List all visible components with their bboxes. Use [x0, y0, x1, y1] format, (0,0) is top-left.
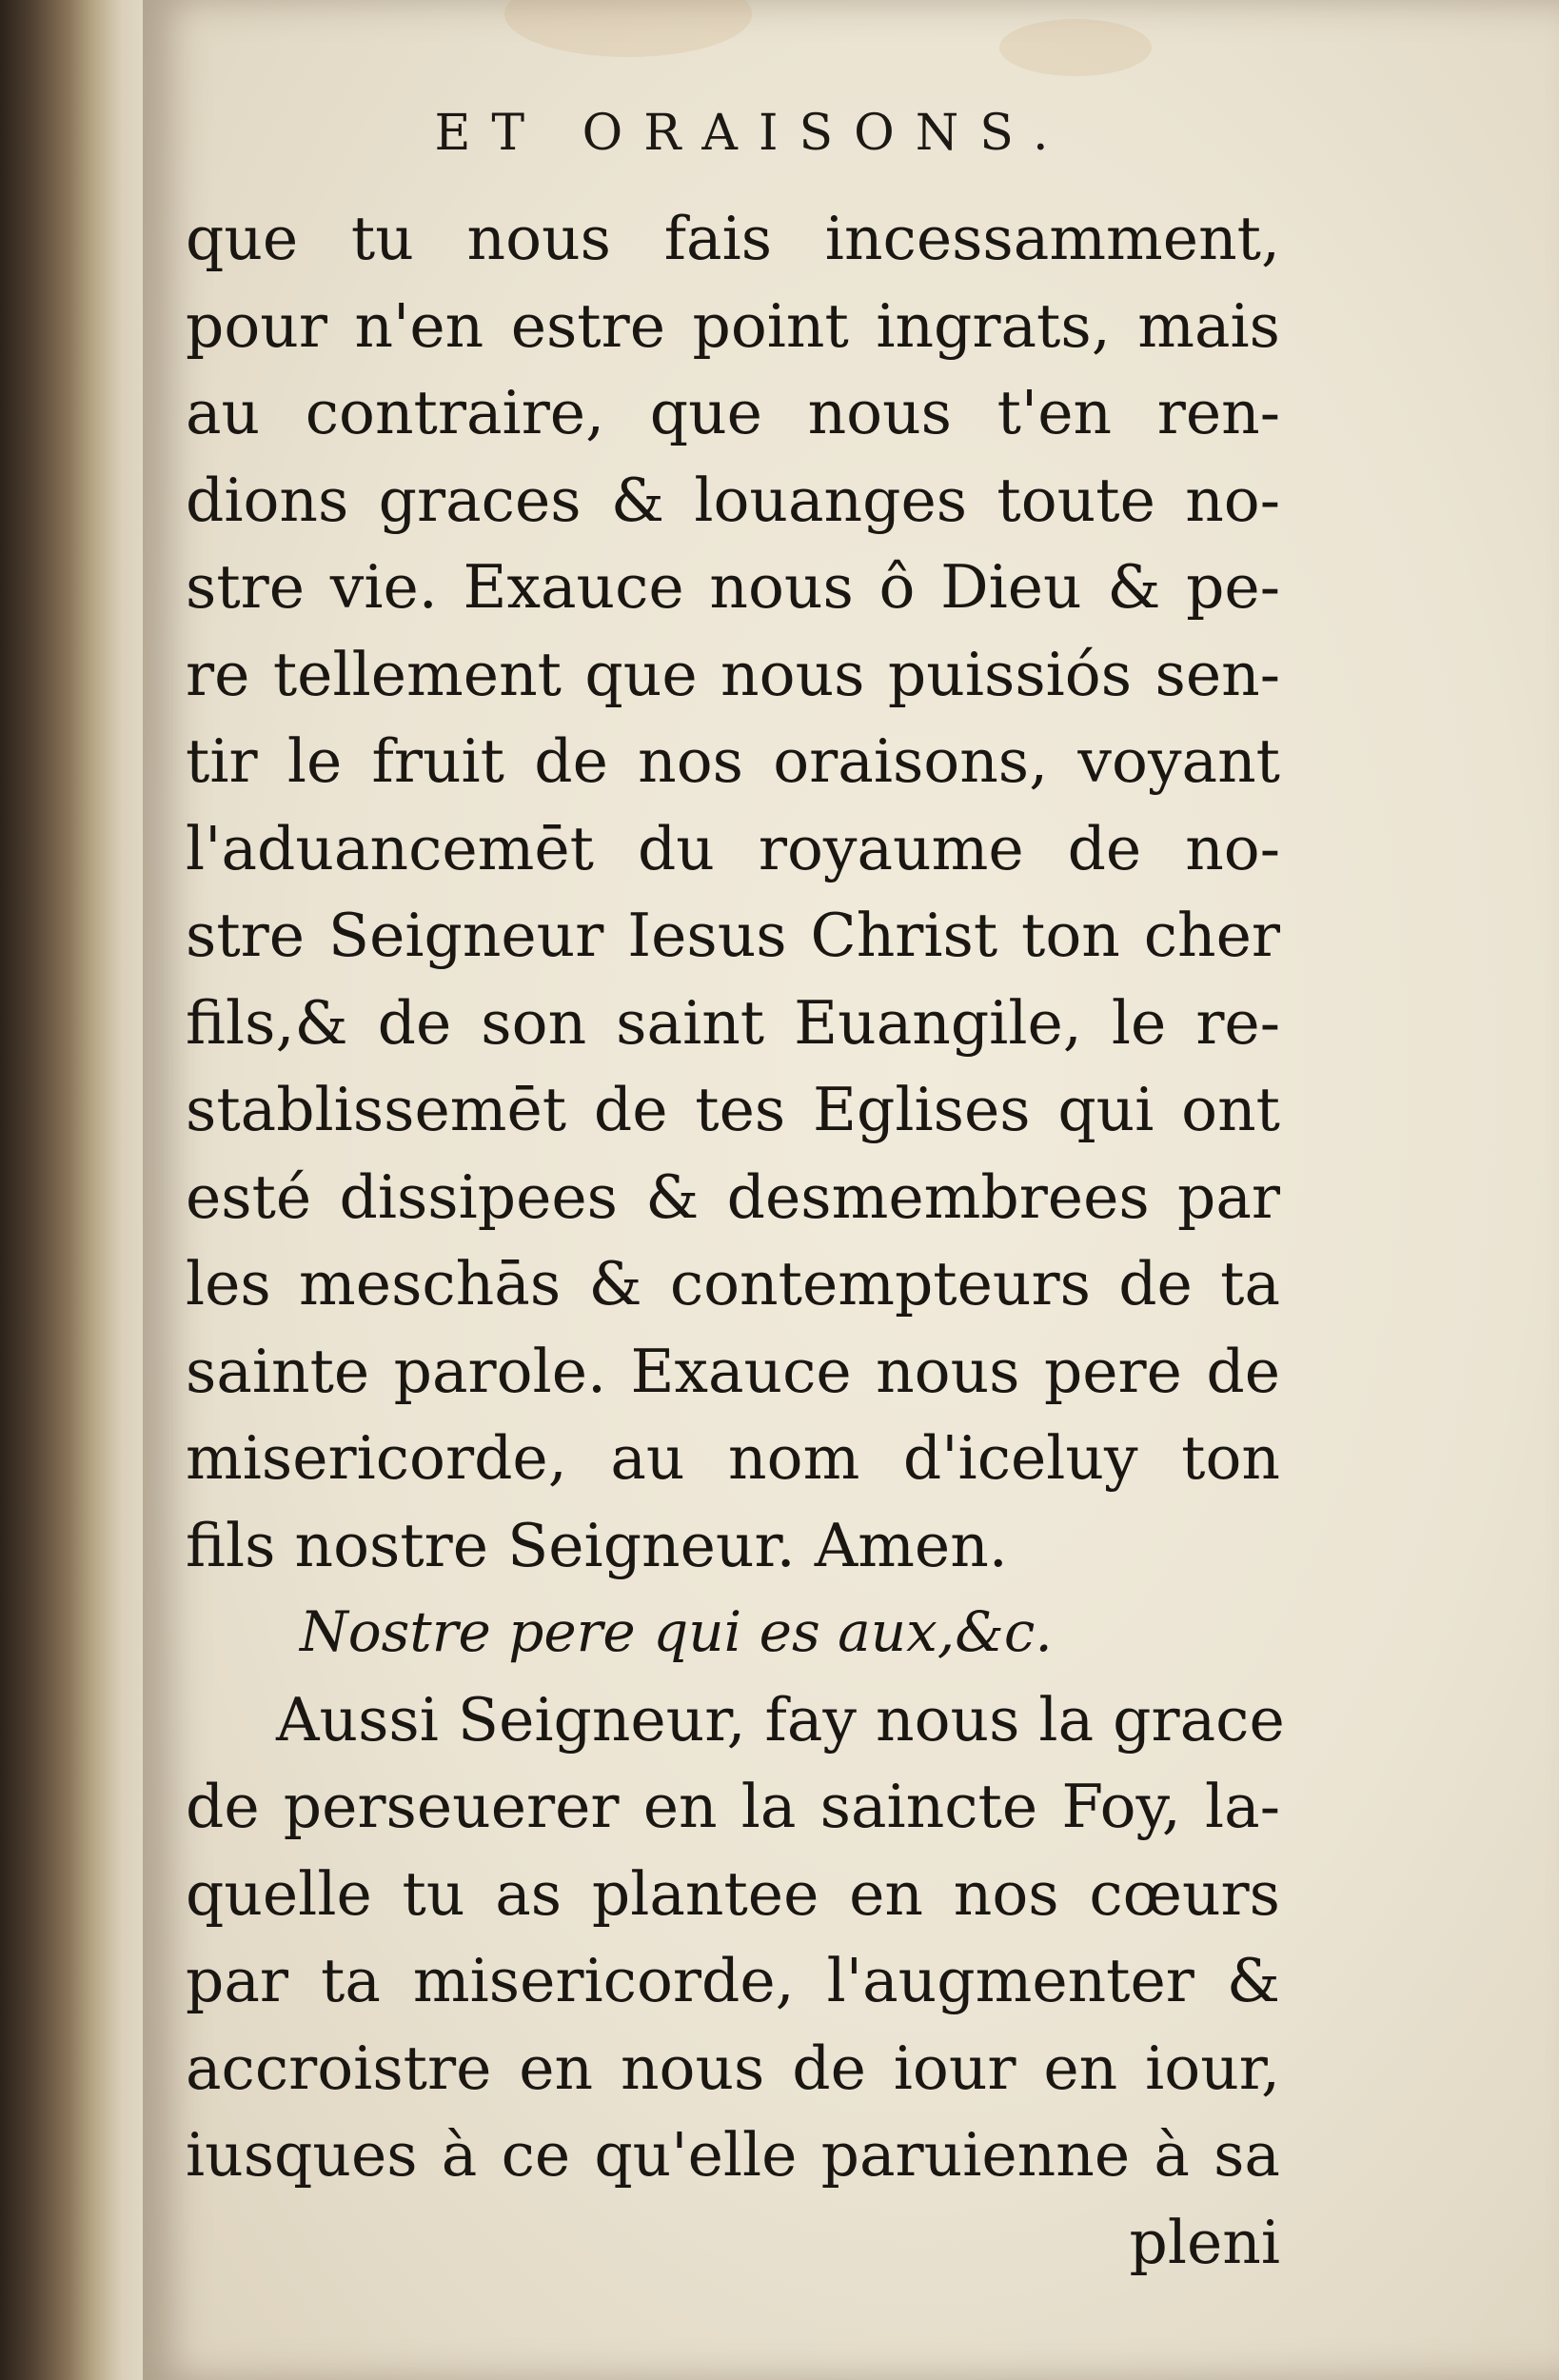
- text-line: misericorde, au nom d'iceluy ton: [186, 1423, 1280, 1493]
- text-line: par ta misericorde, l'augmenter &: [186, 1946, 1280, 2015]
- text-line: re tellement que nous puissiós sen-: [186, 639, 1280, 709]
- text-line: fils nostre Seigneur. Amen.: [186, 1510, 1008, 1580]
- text-line: iusques à ce qu'elle paruienne à sa: [186, 2120, 1280, 2190]
- text-line: les meschās & contempteurs de ta: [186, 1249, 1280, 1319]
- text-line: quelle tu as plantee en nos cœurs: [186, 1858, 1280, 1929]
- catchword: pleni: [1129, 2207, 1280, 2277]
- text-line: dions graces & louanges toute no-: [186, 465, 1280, 535]
- text-line: stablissemēt de tes Eglises qui ont: [186, 1075, 1280, 1144]
- text-line: stre Seigneur Iesus Christ ton cher: [186, 901, 1280, 970]
- text-line: pour n'en estre point ingrats, mais: [186, 290, 1280, 361]
- text-line: Aussi Seigneur, fay nous la grace: [276, 1684, 1285, 1755]
- text-line: sainte parole. Exauce nous pere de: [186, 1336, 1280, 1406]
- text-line: stre vie. Exauce nous ô Dieu & pe-: [186, 552, 1280, 622]
- text-line: que tu nous fais incessamment,: [186, 204, 1280, 273]
- text-line: de perseuerer en la saincte Foy, la-: [186, 1772, 1280, 1841]
- text-line: esté dissipees & desmembrees par: [186, 1161, 1280, 1232]
- text-line: fils,& de son saint Euangile, le re-: [186, 987, 1280, 1058]
- text-line: accroistre en nous de iour en iour,: [186, 2033, 1280, 2103]
- stain: [504, 0, 752, 57]
- binding-edge: [0, 0, 152, 2380]
- text-line: tir le fruit de nos oraisons, voyant: [186, 726, 1280, 796]
- body-text: [186, 195, 1285, 2286]
- text-line: au contraire, que nous t'en ren-: [186, 378, 1280, 447]
- text-line: l'aduancemēt du royaume de no-: [186, 813, 1280, 883]
- stain: [999, 19, 1152, 76]
- running-head: ET ORAISONS.: [434, 105, 1070, 162]
- prayer-line: Nostre pere qui es aux,&c.: [300, 1599, 1053, 1664]
